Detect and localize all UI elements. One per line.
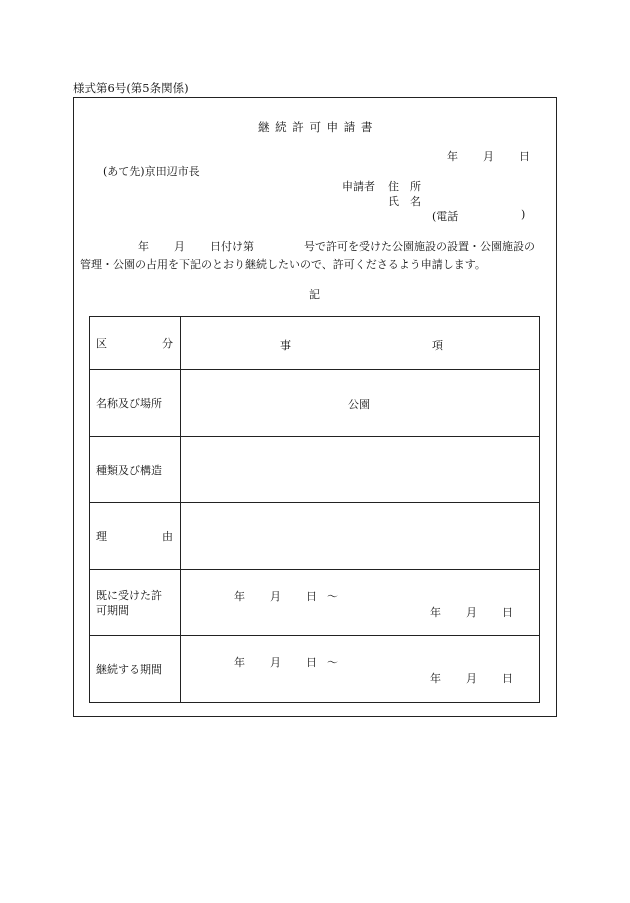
row-continue-period — [90, 636, 540, 703]
address-label: 住 所 — [388, 180, 421, 193]
table-header-row — [90, 317, 540, 370]
header-item — [181, 317, 540, 370]
header-category-a: 区 — [96, 337, 107, 350]
cont-to-month: 月 — [466, 672, 477, 685]
label-type-structure — [90, 437, 181, 503]
header-category-b: 分 — [162, 337, 173, 350]
ref-suffix: 号で許可を受けた公園施設の設置・公園施設の — [304, 240, 535, 253]
date-month: 月 — [483, 150, 494, 163]
ki-mark: 記 — [309, 288, 320, 301]
value-type-structure[interactable] — [181, 437, 540, 503]
row-type-structure — [90, 437, 540, 503]
cont-from-day: 日 — [306, 656, 317, 669]
form-number: 様式第6号(第5条関係) — [73, 81, 189, 95]
cont-from-year: 年 — [234, 656, 245, 669]
header-item-a: 事 — [280, 339, 291, 352]
form-table — [89, 316, 540, 703]
value-name-place[interactable] — [181, 370, 540, 437]
addressee: (あて先)京田辺市長 — [103, 165, 200, 178]
cont-tilde: 〜 — [327, 656, 338, 669]
prior-from-month: 月 — [270, 590, 281, 603]
prior-tilde: 〜 — [327, 590, 338, 603]
prior-period-label-1: 既に受けた許 — [96, 588, 162, 602]
body-line2: 管理・公園の占用を下記のとおり継続したいので、許可くださるよう申請します。 — [80, 258, 486, 271]
prior-from-day: 日 — [306, 590, 317, 603]
cont-to-year: 年 — [430, 672, 441, 685]
row-reason — [90, 503, 540, 570]
continue-period-label: 継続する期間 — [96, 663, 162, 676]
prior-from-year: 年 — [234, 590, 245, 603]
header-category — [90, 317, 181, 370]
prior-to-month: 月 — [466, 606, 477, 619]
prior-period-label-2: 可期間 — [96, 603, 129, 617]
cont-to-day: 日 — [502, 672, 513, 685]
ref-month: 月 — [174, 240, 185, 253]
name-place-value: 公園 — [348, 398, 370, 411]
type-structure-label: 種類及び構造 — [96, 463, 162, 477]
ref-day-prefix: 日付け第 — [210, 240, 254, 253]
label-continue-period — [90, 636, 181, 703]
name-place-label: 名称及び場所 — [96, 397, 162, 410]
date-day: 日 — [519, 150, 530, 163]
value-continue-period[interactable] — [181, 636, 540, 703]
prior-to-day: 日 — [502, 606, 513, 619]
date-year: 年 — [447, 150, 458, 163]
cont-from-month: 月 — [270, 656, 281, 669]
reason-label-a: 理 — [96, 530, 107, 543]
label-name-place — [90, 370, 181, 437]
phone-close: ) — [521, 208, 526, 221]
body-line1 — [138, 238, 553, 252]
value-prior-period[interactable] — [181, 570, 540, 636]
label-prior-period — [90, 570, 181, 636]
ref-year: 年 — [138, 240, 149, 253]
prior-to-year: 年 — [430, 606, 441, 619]
label-reason — [90, 503, 181, 570]
row-name-place — [90, 370, 540, 437]
header-item-b: 項 — [432, 339, 443, 352]
value-reason[interactable] — [181, 503, 540, 570]
applicant-label: 申請者 — [342, 180, 375, 193]
reason-label-b: 由 — [162, 530, 173, 543]
phone-open: (電話 — [432, 210, 459, 223]
form-title: 継 続 許 可 申 請 書 — [258, 120, 374, 134]
row-prior-period — [90, 570, 540, 636]
name-label: 氏 名 — [388, 195, 421, 208]
